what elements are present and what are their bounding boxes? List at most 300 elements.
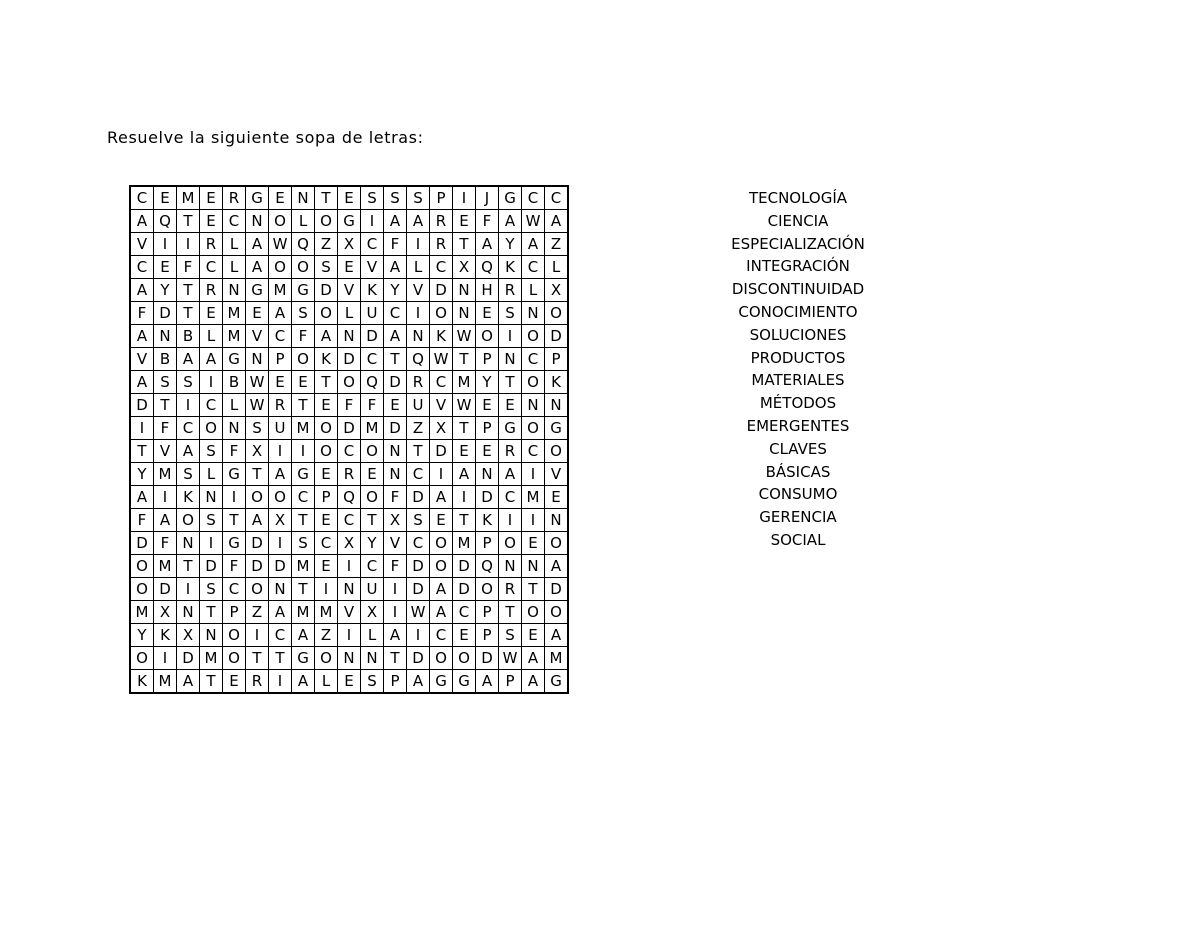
grid-cell[interactable]: Y xyxy=(130,624,154,647)
grid-cell[interactable]: Y xyxy=(361,532,384,555)
grid-cell[interactable]: O xyxy=(545,532,569,555)
grid-cell[interactable]: N xyxy=(545,509,569,532)
grid-cell[interactable]: T xyxy=(154,394,177,417)
grid-cell[interactable]: L xyxy=(223,394,246,417)
grid-cell[interactable]: T xyxy=(453,417,476,440)
grid-cell[interactable]: R xyxy=(338,463,361,486)
grid-cell[interactable]: K xyxy=(476,509,499,532)
grid-cell[interactable]: E xyxy=(315,463,338,486)
grid-cell[interactable]: N xyxy=(545,394,569,417)
grid-cell[interactable]: T xyxy=(453,233,476,256)
grid-cell[interactable]: D xyxy=(476,647,499,670)
grid-cell[interactable]: E xyxy=(338,670,361,694)
grid-cell[interactable]: O xyxy=(130,647,154,670)
grid-cell[interactable]: W xyxy=(407,601,430,624)
grid-cell[interactable]: U xyxy=(269,417,292,440)
grid-cell[interactable]: C xyxy=(453,601,476,624)
grid-cell[interactable]: E xyxy=(453,624,476,647)
grid-cell[interactable]: F xyxy=(384,486,407,509)
grid-cell[interactable]: E xyxy=(315,394,338,417)
grid-cell[interactable]: T xyxy=(246,647,269,670)
grid-cell[interactable]: N xyxy=(246,348,269,371)
grid-cell[interactable]: G xyxy=(545,670,569,694)
grid-cell[interactable]: G xyxy=(292,647,315,670)
grid-cell[interactable]: M xyxy=(453,532,476,555)
grid-cell[interactable]: V xyxy=(384,532,407,555)
grid-cell[interactable]: N xyxy=(361,647,384,670)
grid-cell[interactable]: C xyxy=(223,578,246,601)
grid-cell[interactable]: S xyxy=(200,509,223,532)
grid-cell[interactable]: D xyxy=(130,532,154,555)
grid-cell[interactable]: I xyxy=(177,394,200,417)
grid-cell[interactable]: T xyxy=(453,348,476,371)
grid-cell[interactable]: L xyxy=(223,256,246,279)
grid-cell[interactable]: E xyxy=(200,302,223,325)
grid-cell[interactable]: M xyxy=(315,601,338,624)
grid-cell[interactable]: X xyxy=(269,509,292,532)
grid-cell[interactable]: T xyxy=(177,210,200,233)
grid-cell[interactable]: Q xyxy=(292,233,315,256)
grid-cell[interactable]: Z xyxy=(315,624,338,647)
grid-cell[interactable]: A xyxy=(292,624,315,647)
grid-cell[interactable]: O xyxy=(361,486,384,509)
grid-cell[interactable]: O xyxy=(430,532,453,555)
grid-cell[interactable]: I xyxy=(499,325,522,348)
grid-cell[interactable]: I xyxy=(269,532,292,555)
grid-cell[interactable]: C xyxy=(223,210,246,233)
grid-cell[interactable]: C xyxy=(407,463,430,486)
grid-cell[interactable]: K xyxy=(430,325,453,348)
grid-cell[interactable]: A xyxy=(407,210,430,233)
grid-cell[interactable]: Q xyxy=(361,371,384,394)
grid-cell[interactable]: E xyxy=(154,186,177,210)
grid-cell[interactable]: G xyxy=(246,279,269,302)
grid-cell[interactable]: D xyxy=(545,325,569,348)
grid-cell[interactable]: G xyxy=(223,532,246,555)
grid-cell[interactable]: E xyxy=(223,670,246,694)
grid-cell[interactable]: T xyxy=(292,578,315,601)
grid-cell[interactable]: I xyxy=(269,440,292,463)
grid-cell[interactable]: G xyxy=(223,463,246,486)
grid-cell[interactable]: D xyxy=(407,555,430,578)
grid-cell[interactable]: P xyxy=(499,670,522,694)
grid-cell[interactable]: X xyxy=(384,509,407,532)
grid-cell[interactable]: D xyxy=(384,371,407,394)
grid-cell[interactable]: T xyxy=(177,555,200,578)
grid-cell[interactable]: N xyxy=(522,394,545,417)
grid-cell[interactable]: W xyxy=(430,348,453,371)
grid-cell[interactable]: A xyxy=(545,555,569,578)
grid-cell[interactable]: G xyxy=(499,186,522,210)
grid-cell[interactable]: I xyxy=(315,578,338,601)
grid-cell[interactable]: I xyxy=(246,624,269,647)
grid-cell[interactable]: M xyxy=(361,417,384,440)
grid-cell[interactable]: I xyxy=(177,233,200,256)
grid-cell[interactable]: R xyxy=(499,279,522,302)
grid-cell[interactable]: R xyxy=(200,279,223,302)
grid-cell[interactable]: S xyxy=(407,509,430,532)
grid-cell[interactable]: Y xyxy=(130,463,154,486)
grid-cell[interactable]: O xyxy=(453,647,476,670)
grid-cell[interactable]: J xyxy=(476,186,499,210)
grid-cell[interactable]: E xyxy=(200,186,223,210)
grid-cell[interactable]: A xyxy=(246,233,269,256)
grid-cell[interactable]: N xyxy=(338,325,361,348)
grid-cell[interactable]: O xyxy=(177,509,200,532)
grid-cell[interactable]: L xyxy=(200,325,223,348)
grid-cell[interactable]: D xyxy=(177,647,200,670)
grid-cell[interactable]: G xyxy=(545,417,569,440)
grid-cell[interactable]: T xyxy=(453,509,476,532)
grid-cell[interactable]: I xyxy=(154,647,177,670)
grid-cell[interactable]: P xyxy=(476,532,499,555)
grid-cell[interactable]: T xyxy=(361,509,384,532)
grid-cell[interactable]: A xyxy=(246,509,269,532)
grid-cell[interactable]: S xyxy=(315,256,338,279)
grid-cell[interactable]: W xyxy=(246,371,269,394)
grid-cell[interactable]: C xyxy=(338,440,361,463)
grid-cell[interactable]: C xyxy=(338,509,361,532)
grid-cell[interactable]: D xyxy=(200,555,223,578)
grid-cell[interactable]: I xyxy=(269,670,292,694)
grid-cell[interactable]: T xyxy=(269,647,292,670)
grid-cell[interactable]: V xyxy=(545,463,569,486)
grid-cell[interactable]: E xyxy=(522,532,545,555)
grid-cell[interactable]: N xyxy=(292,186,315,210)
grid-cell[interactable]: E xyxy=(453,210,476,233)
grid-cell[interactable]: X xyxy=(246,440,269,463)
grid-cell[interactable]: I xyxy=(154,233,177,256)
grid-cell[interactable]: A xyxy=(315,325,338,348)
grid-cell[interactable]: S xyxy=(246,417,269,440)
grid-cell[interactable]: Q xyxy=(338,486,361,509)
grid-cell[interactable]: S xyxy=(499,624,522,647)
grid-cell[interactable]: W xyxy=(453,394,476,417)
grid-cell[interactable]: S xyxy=(292,532,315,555)
grid-cell[interactable]: T xyxy=(223,509,246,532)
grid-cell[interactable]: S xyxy=(177,463,200,486)
grid-cell[interactable]: I xyxy=(430,463,453,486)
grid-cell[interactable]: E xyxy=(453,440,476,463)
grid-cell[interactable]: N xyxy=(407,325,430,348)
grid-cell[interactable]: A xyxy=(453,463,476,486)
grid-cell[interactable]: G xyxy=(292,463,315,486)
grid-cell[interactable]: O xyxy=(292,256,315,279)
grid-cell[interactable]: C xyxy=(269,325,292,348)
grid-cell[interactable]: K xyxy=(545,371,569,394)
grid-cell[interactable]: I xyxy=(154,486,177,509)
grid-cell[interactable]: A xyxy=(177,440,200,463)
grid-cell[interactable]: T xyxy=(499,601,522,624)
grid-cell[interactable]: S xyxy=(499,302,522,325)
grid-cell[interactable]: Y xyxy=(384,279,407,302)
grid-cell[interactable]: A xyxy=(246,256,269,279)
grid-cell[interactable]: D xyxy=(154,302,177,325)
grid-cell[interactable]: O xyxy=(545,601,569,624)
grid-cell[interactable]: I xyxy=(407,624,430,647)
grid-cell[interactable]: K xyxy=(499,256,522,279)
grid-cell[interactable]: X xyxy=(177,624,200,647)
grid-cell[interactable]: C xyxy=(522,186,545,210)
grid-cell[interactable]: O xyxy=(315,302,338,325)
grid-cell[interactable]: O xyxy=(269,486,292,509)
grid-cell[interactable]: L xyxy=(545,256,569,279)
grid-cell[interactable]: D xyxy=(430,440,453,463)
grid-cell[interactable]: L xyxy=(361,624,384,647)
grid-cell[interactable]: A xyxy=(522,647,545,670)
grid-cell[interactable]: N xyxy=(154,325,177,348)
grid-cell[interactable]: D xyxy=(453,555,476,578)
grid-cell[interactable]: O xyxy=(246,486,269,509)
grid-cell[interactable]: O xyxy=(246,578,269,601)
grid-cell[interactable]: A xyxy=(545,624,569,647)
grid-cell[interactable]: M xyxy=(154,670,177,694)
grid-cell[interactable]: T xyxy=(200,670,223,694)
grid-cell[interactable]: O xyxy=(545,440,569,463)
grid-cell[interactable]: N xyxy=(177,601,200,624)
grid-cell[interactable]: E xyxy=(200,210,223,233)
grid-cell[interactable]: A xyxy=(177,348,200,371)
grid-cell[interactable]: K xyxy=(177,486,200,509)
grid-cell[interactable]: T xyxy=(499,371,522,394)
grid-cell[interactable]: Q xyxy=(476,256,499,279)
grid-cell[interactable]: O xyxy=(499,532,522,555)
grid-cell[interactable]: G xyxy=(338,210,361,233)
grid-cell[interactable]: C xyxy=(361,233,384,256)
grid-cell[interactable]: T xyxy=(315,186,338,210)
grid-cell[interactable]: F xyxy=(223,440,246,463)
grid-cell[interactable]: V xyxy=(154,440,177,463)
grid-cell[interactable]: A xyxy=(384,256,407,279)
grid-cell[interactable]: D xyxy=(384,417,407,440)
grid-cell[interactable]: E xyxy=(338,256,361,279)
grid-cell[interactable]: C xyxy=(430,624,453,647)
grid-cell[interactable]: I xyxy=(407,302,430,325)
grid-cell[interactable]: N xyxy=(246,210,269,233)
grid-cell[interactable]: S xyxy=(154,371,177,394)
grid-cell[interactable]: I xyxy=(384,601,407,624)
grid-cell[interactable]: O xyxy=(269,256,292,279)
grid-cell[interactable]: S xyxy=(361,186,384,210)
grid-cell[interactable]: O xyxy=(430,647,453,670)
grid-cell[interactable]: F xyxy=(154,417,177,440)
grid-cell[interactable]: C xyxy=(200,394,223,417)
grid-cell[interactable]: P xyxy=(476,348,499,371)
grid-cell[interactable]: A xyxy=(177,670,200,694)
grid-cell[interactable]: R xyxy=(223,186,246,210)
grid-cell[interactable]: S xyxy=(384,186,407,210)
grid-cell[interactable]: A xyxy=(130,279,154,302)
grid-cell[interactable]: P xyxy=(315,486,338,509)
grid-cell[interactable]: L xyxy=(223,233,246,256)
grid-cell[interactable]: I xyxy=(407,233,430,256)
grid-cell[interactable]: A xyxy=(476,670,499,694)
grid-cell[interactable]: Q xyxy=(476,555,499,578)
grid-cell[interactable]: T xyxy=(292,394,315,417)
grid-cell[interactable]: O xyxy=(315,210,338,233)
grid-cell[interactable]: C xyxy=(269,624,292,647)
grid-cell[interactable]: A xyxy=(430,486,453,509)
grid-cell[interactable]: O xyxy=(269,210,292,233)
grid-cell[interactable]: N xyxy=(223,279,246,302)
grid-cell[interactable]: N xyxy=(522,555,545,578)
grid-cell[interactable]: T xyxy=(130,440,154,463)
grid-cell[interactable]: D xyxy=(315,279,338,302)
grid-cell[interactable]: X xyxy=(154,601,177,624)
grid-cell[interactable]: P xyxy=(223,601,246,624)
grid-cell[interactable]: D xyxy=(246,532,269,555)
grid-cell[interactable]: R xyxy=(407,371,430,394)
grid-cell[interactable]: M xyxy=(223,325,246,348)
grid-cell[interactable]: A xyxy=(269,463,292,486)
grid-cell[interactable]: T xyxy=(384,348,407,371)
grid-cell[interactable]: E xyxy=(476,302,499,325)
grid-cell[interactable]: F xyxy=(177,256,200,279)
grid-cell[interactable]: T xyxy=(407,440,430,463)
grid-cell[interactable]: V xyxy=(407,279,430,302)
grid-cell[interactable]: A xyxy=(522,233,545,256)
grid-cell[interactable]: P xyxy=(476,417,499,440)
grid-cell[interactable]: T xyxy=(177,279,200,302)
grid-cell[interactable]: C xyxy=(130,186,154,210)
grid-cell[interactable]: Z xyxy=(407,417,430,440)
grid-cell[interactable]: A xyxy=(269,302,292,325)
grid-cell[interactable]: E xyxy=(430,509,453,532)
grid-cell[interactable]: T xyxy=(246,463,269,486)
grid-cell[interactable]: L xyxy=(522,279,545,302)
grid-cell[interactable]: W xyxy=(522,210,545,233)
grid-cell[interactable]: A xyxy=(384,624,407,647)
grid-cell[interactable]: T xyxy=(177,302,200,325)
grid-cell[interactable]: V xyxy=(338,601,361,624)
grid-cell[interactable]: R xyxy=(430,233,453,256)
grid-cell[interactable]: C xyxy=(384,302,407,325)
grid-cell[interactable]: D xyxy=(545,578,569,601)
grid-cell[interactable]: I xyxy=(223,486,246,509)
grid-cell[interactable]: R xyxy=(200,233,223,256)
grid-cell[interactable]: G xyxy=(292,279,315,302)
grid-cell[interactable]: U xyxy=(361,578,384,601)
grid-cell[interactable]: Y xyxy=(476,371,499,394)
grid-cell[interactable]: I xyxy=(177,578,200,601)
grid-cell[interactable]: E xyxy=(315,509,338,532)
grid-cell[interactable]: K xyxy=(361,279,384,302)
grid-cell[interactable]: L xyxy=(407,256,430,279)
grid-cell[interactable]: D xyxy=(246,555,269,578)
grid-cell[interactable]: I xyxy=(384,578,407,601)
grid-cell[interactable]: C xyxy=(361,555,384,578)
grid-cell[interactable]: O xyxy=(315,647,338,670)
grid-cell[interactable]: L xyxy=(292,210,315,233)
grid-cell[interactable]: E xyxy=(499,394,522,417)
grid-cell[interactable]: E xyxy=(246,302,269,325)
grid-cell[interactable]: E xyxy=(361,463,384,486)
grid-cell[interactable]: F xyxy=(384,233,407,256)
grid-cell[interactable]: O xyxy=(200,417,223,440)
grid-cell[interactable]: B xyxy=(223,371,246,394)
grid-cell[interactable]: E xyxy=(269,371,292,394)
grid-cell[interactable]: C xyxy=(315,532,338,555)
grid-cell[interactable]: O xyxy=(315,440,338,463)
grid-cell[interactable]: G xyxy=(499,417,522,440)
grid-cell[interactable]: O xyxy=(545,302,569,325)
grid-cell[interactable]: C xyxy=(499,486,522,509)
grid-cell[interactable]: Y xyxy=(154,279,177,302)
grid-cell[interactable]: Z xyxy=(315,233,338,256)
grid-cell[interactable]: W xyxy=(453,325,476,348)
grid-cell[interactable]: U xyxy=(407,394,430,417)
grid-cell[interactable]: F xyxy=(154,532,177,555)
grid-cell[interactable]: Q xyxy=(154,210,177,233)
grid-cell[interactable]: A xyxy=(130,371,154,394)
grid-cell[interactable]: O xyxy=(522,601,545,624)
grid-cell[interactable]: F xyxy=(476,210,499,233)
grid-cell[interactable]: O xyxy=(315,417,338,440)
grid-cell[interactable]: O xyxy=(522,417,545,440)
grid-cell[interactable]: F xyxy=(384,555,407,578)
grid-cell[interactable]: F xyxy=(130,302,154,325)
grid-cell[interactable]: M xyxy=(292,601,315,624)
grid-cell[interactable]: C xyxy=(430,371,453,394)
grid-cell[interactable]: W xyxy=(246,394,269,417)
grid-cell[interactable]: F xyxy=(223,555,246,578)
grid-cell[interactable]: N xyxy=(476,463,499,486)
grid-cell[interactable]: F xyxy=(130,509,154,532)
grid-cell[interactable]: Q xyxy=(407,348,430,371)
grid-cell[interactable]: D xyxy=(430,279,453,302)
grid-cell[interactable]: N xyxy=(453,302,476,325)
grid-cell[interactable]: I xyxy=(522,463,545,486)
grid-cell[interactable]: Y xyxy=(499,233,522,256)
grid-cell[interactable]: D xyxy=(361,325,384,348)
grid-cell[interactable]: S xyxy=(361,670,384,694)
grid-cell[interactable]: V xyxy=(130,348,154,371)
grid-cell[interactable]: F xyxy=(361,394,384,417)
grid-cell[interactable]: E xyxy=(522,624,545,647)
grid-cell[interactable]: A xyxy=(292,670,315,694)
grid-cell[interactable]: N xyxy=(384,440,407,463)
grid-cell[interactable]: C xyxy=(522,348,545,371)
grid-cell[interactable]: C xyxy=(522,440,545,463)
grid-cell[interactable]: T xyxy=(292,509,315,532)
grid-cell[interactable]: E xyxy=(154,256,177,279)
grid-cell[interactable]: M xyxy=(545,647,569,670)
grid-cell[interactable]: A xyxy=(522,670,545,694)
grid-cell[interactable]: I xyxy=(338,555,361,578)
grid-cell[interactable]: A xyxy=(384,210,407,233)
grid-cell[interactable]: V xyxy=(361,256,384,279)
grid-cell[interactable]: I xyxy=(200,532,223,555)
grid-cell[interactable]: I xyxy=(292,440,315,463)
grid-cell[interactable]: R xyxy=(246,670,269,694)
grid-cell[interactable]: F xyxy=(292,325,315,348)
grid-cell[interactable]: O xyxy=(223,624,246,647)
grid-cell[interactable]: N xyxy=(223,417,246,440)
grid-cell[interactable]: D xyxy=(407,486,430,509)
grid-cell[interactable]: N xyxy=(499,555,522,578)
grid-cell[interactable]: M xyxy=(223,302,246,325)
grid-cell[interactable]: I xyxy=(361,210,384,233)
grid-cell[interactable]: O xyxy=(130,555,154,578)
grid-cell[interactable]: F xyxy=(338,394,361,417)
grid-cell[interactable]: K xyxy=(154,624,177,647)
grid-cell[interactable]: C xyxy=(200,256,223,279)
grid-cell[interactable]: M xyxy=(269,279,292,302)
grid-cell[interactable]: M xyxy=(200,647,223,670)
grid-cell[interactable]: A xyxy=(130,486,154,509)
grid-cell[interactable]: X xyxy=(361,601,384,624)
grid-cell[interactable]: D xyxy=(154,578,177,601)
